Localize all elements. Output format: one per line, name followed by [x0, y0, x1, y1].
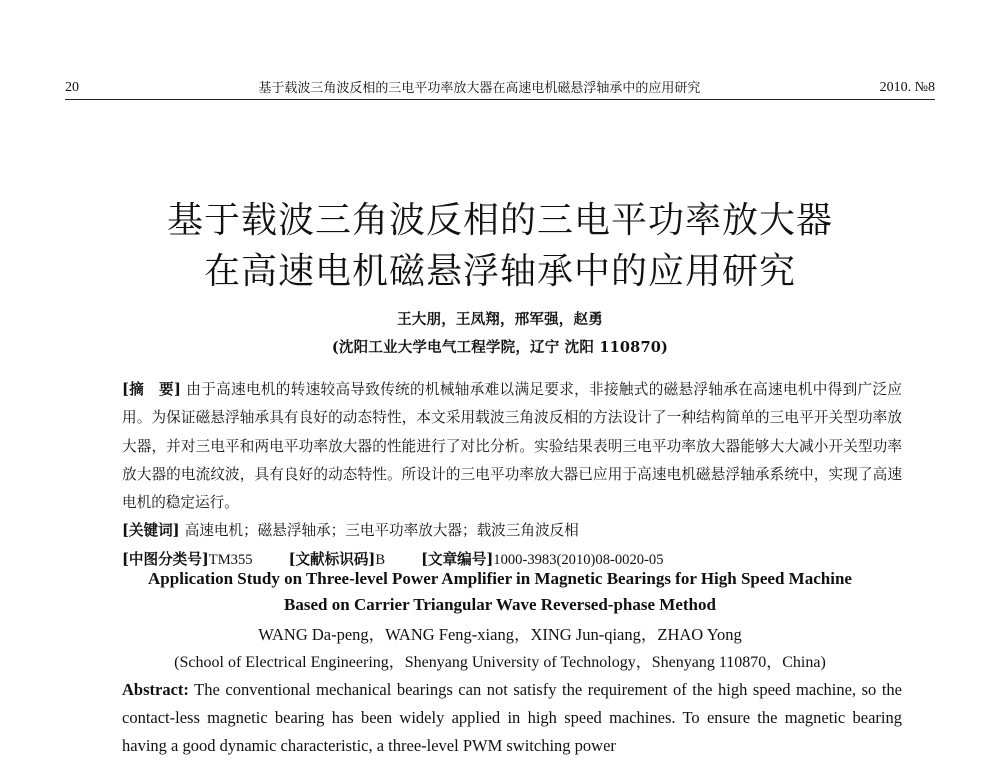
issue-number: 2010. №8: [879, 80, 935, 95]
abstract-zh-text: 由于高速电机的转速较高导致传统的机械轴承难以满足要求，非接触式的磁悬浮轴承在高速电机中得到广泛应用。为保证磁悬浮轴承具有良好的动态特性，本文采用载波三角波反相的方法设计了一种结构简单的三电平开关型功率放大器，并对三电平和两电平功率放大器的性能进行了对比分析。实验结果表明三电平功率放大器能够大大减小开关型功率放大器的电流纹波，具有良好的动态特性。所设计的三电平功率放大器已应用于高速电机磁悬浮轴承系统中，实现了高速电机的稳定运行。: [122, 381, 902, 512]
running-title: 基于载波三角波反相的三电平功率放大器在高速电机磁悬浮轴承中的应用研究: [258, 81, 701, 96]
abstract-en-label: Abstract:: [122, 680, 189, 699]
title-line-2: 在高速电机磁悬浮轴承中的应用研究: [203, 251, 796, 292]
abstract-en: [122, 676, 902, 760]
keywords-label: [关键词]: [122, 522, 180, 540]
abstract-zh-label: [摘 要]: [122, 381, 181, 398]
article-id-value: 1000-3983(2010)08-0020-05: [493, 551, 664, 568]
abstract-en-text: The conventional mechanical bearings can not satisfy the requirement of the high speed machine, so the contact-less magnetic bearing has been widely applied in high speed machines. To ensure the magnetic bearing having a good dynamic characteristic, a three-level PWM switching power: [122, 680, 902, 755]
clc-label: [中图分类号]: [122, 550, 209, 568]
clc-value: TM355: [208, 551, 253, 568]
running-header: [65, 74, 935, 100]
page-number: 20: [65, 80, 79, 95]
authors-zh: 王大朋，王凤翔，邢军强，赵勇: [397, 311, 603, 328]
authors-en: WANG Da-peng，WANG Feng-xiang，XING Jun-qiang，ZHAO Yong: [258, 625, 742, 644]
abstract-zh: [122, 376, 902, 574]
title-en-line-2: Based on Carrier Triangular Wave Reversed-phase Method: [284, 595, 716, 614]
doc-code-label: [文献标识码]: [288, 550, 376, 568]
article-id-label: [文章编号]: [421, 550, 494, 568]
affiliation-zh: (沈阳工业大学电气工程学院，辽宁 沈阳 110870): [331, 339, 669, 356]
doc-code-value: B: [375, 551, 386, 568]
affiliation-en: (School of Electrical Engineering，Shenyang University of Technology，Shenyang 110870，China): [174, 654, 826, 671]
title-en-line-1: Application Study on Three-level Power Amplifier in Magnetic Bearings for High Speed Machine: [148, 569, 852, 588]
title-line-1: 基于载波三角波反相的三电平功率放大器: [166, 200, 833, 241]
keywords-text: 高速电机；磁悬浮轴承；三电平功率放大器；载波三角波反相: [184, 522, 579, 540]
